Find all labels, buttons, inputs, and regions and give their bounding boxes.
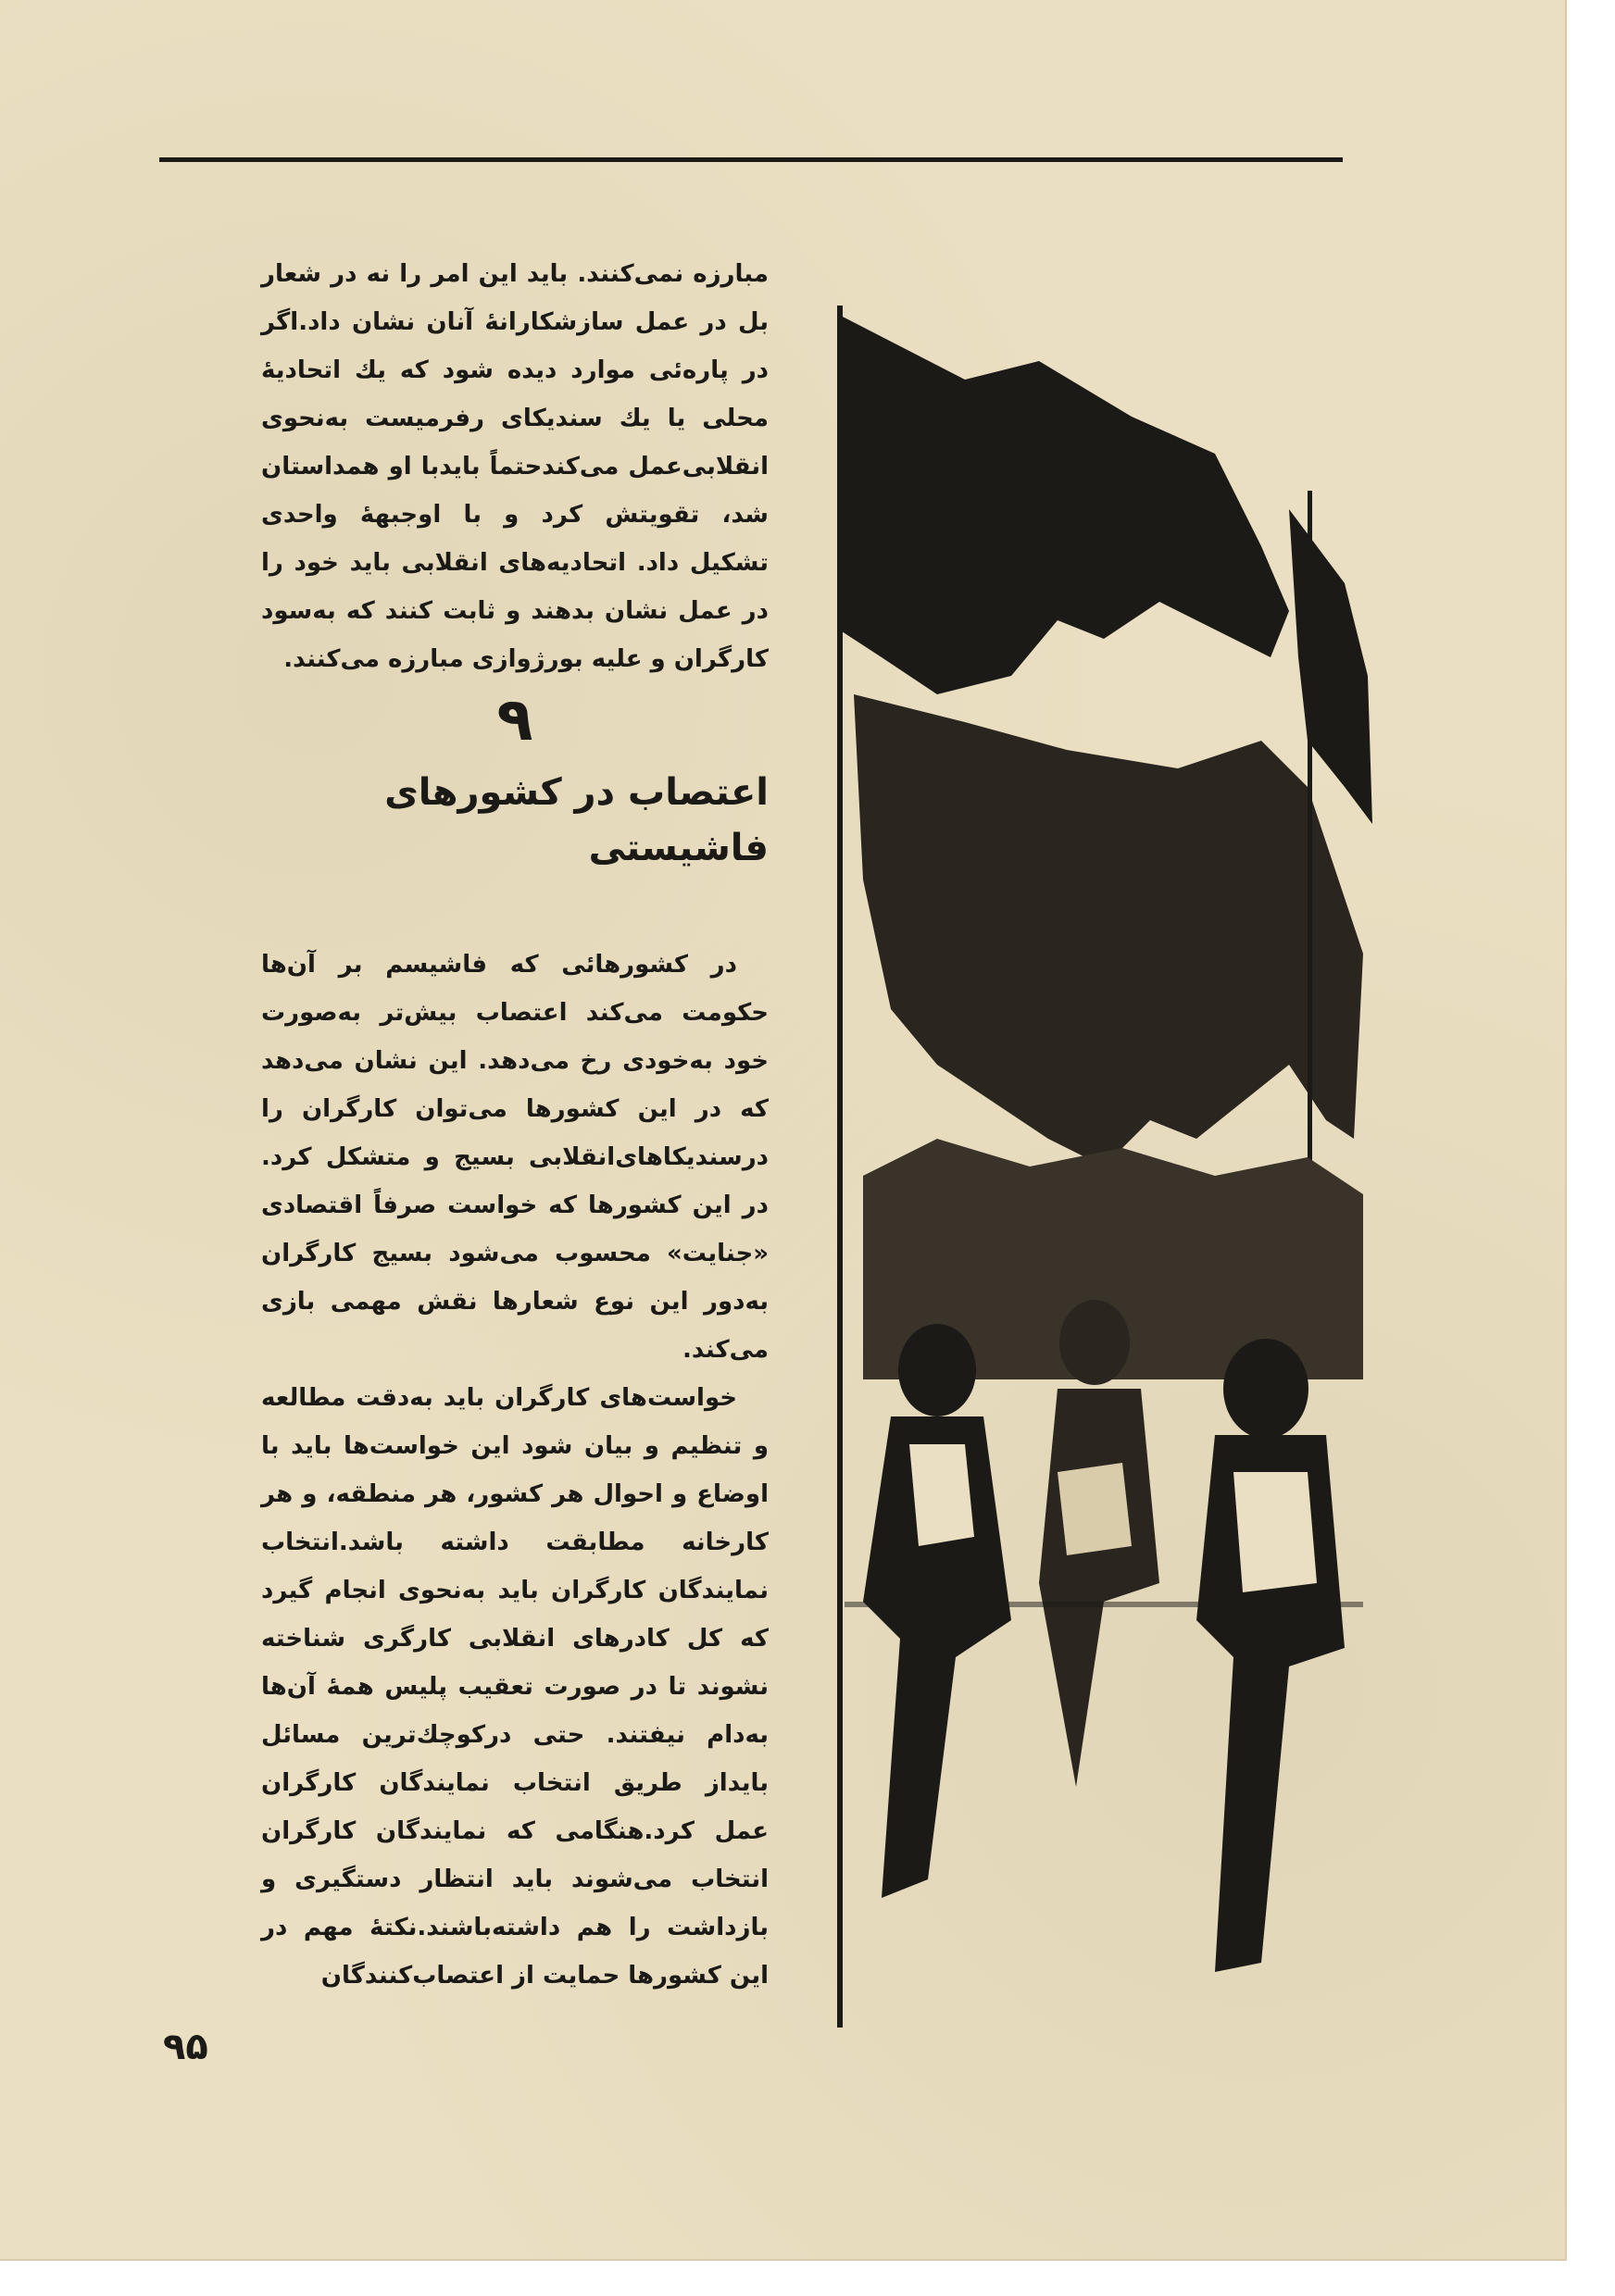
protest-illustration-svg: [826, 306, 1378, 2028]
text-column: [261, 250, 769, 2000]
paragraph-intro: در کشورهائی که فاشیسم بر آن‌ها حکومت می‌کند اعتصاب بیش‌تر به‌صورت خود به‌خودی رخ می‌دهد. این نشان می‌دهد که در این کشورها می‌توان کارگران را درسندیکاهای‌انقلابی بسیج و متشکل کرد. در این کشورها که خواست صرفاً اقتصادی «جنایت» محسوب می‌شود بسیج کارگران به‌دور این نوع شعارها نقش مهمی بازی می‌کند.: [261, 951, 769, 1364]
paragraph-demands: خواست‌های کارگران باید به‌دقت مطالعه و تنظیم و بیان شود این خواست‌ها باید با اوضاع و احوال هر کشور، هر منطقه، و هر کارخانه مطابقت داشته باشد.انتخاب نمایندگان کارگران باید به‌نحوی انجام گیرد که کل کادرهای انقلابی کارگری شناخته نشوند تا در صورت تعقیب پلیس همهٔ آن‌ها به‌دام نیفتند. حتی درکوچك‌ترین مسائل بایداز طریق انتخاب نمایندگان کارگران عمل کرد.هنگامی که نمایندگان کارگران انتخاب می‌شوند باید انتظار دستگیری و بازداشت را هم داشته‌باشند.نکتهٔ مهم در این کشورها حمایت از اعتصاب‌کنندگان: [261, 1384, 769, 1990]
page-number: ۹۵: [163, 2026, 208, 2068]
header-rule: [159, 157, 1343, 162]
protest-march-with-flags-image: [826, 306, 1378, 2028]
paragraph-continued: مبارزه نمی‌کنند. باید این امر را نه در شعار بل در عمل سازشکارانهٔ آنان نشان داد.اگر در پاره‌ئی موارد دیده شود که یك اتحادیهٔ محلی یا یك سندیکای رفرمیست به‌نحوی انقلابی‌عمل می‌کندحتماً بایدبا او همداستان شد، تقویتش کرد و با اوجبههٔ واحدی تشکیل داد. اتحادیه‌های انقلابی باید خود را در عمل نشان بدهند و ثابت کنند که به‌سود کارگران و علیه بورژوازی مبارزه می‌کنند.: [261, 260, 769, 673]
section-number: ۹: [496, 686, 533, 755]
section-heading: اعتصاب در کشورهای فاشیستی: [384, 771, 769, 869]
